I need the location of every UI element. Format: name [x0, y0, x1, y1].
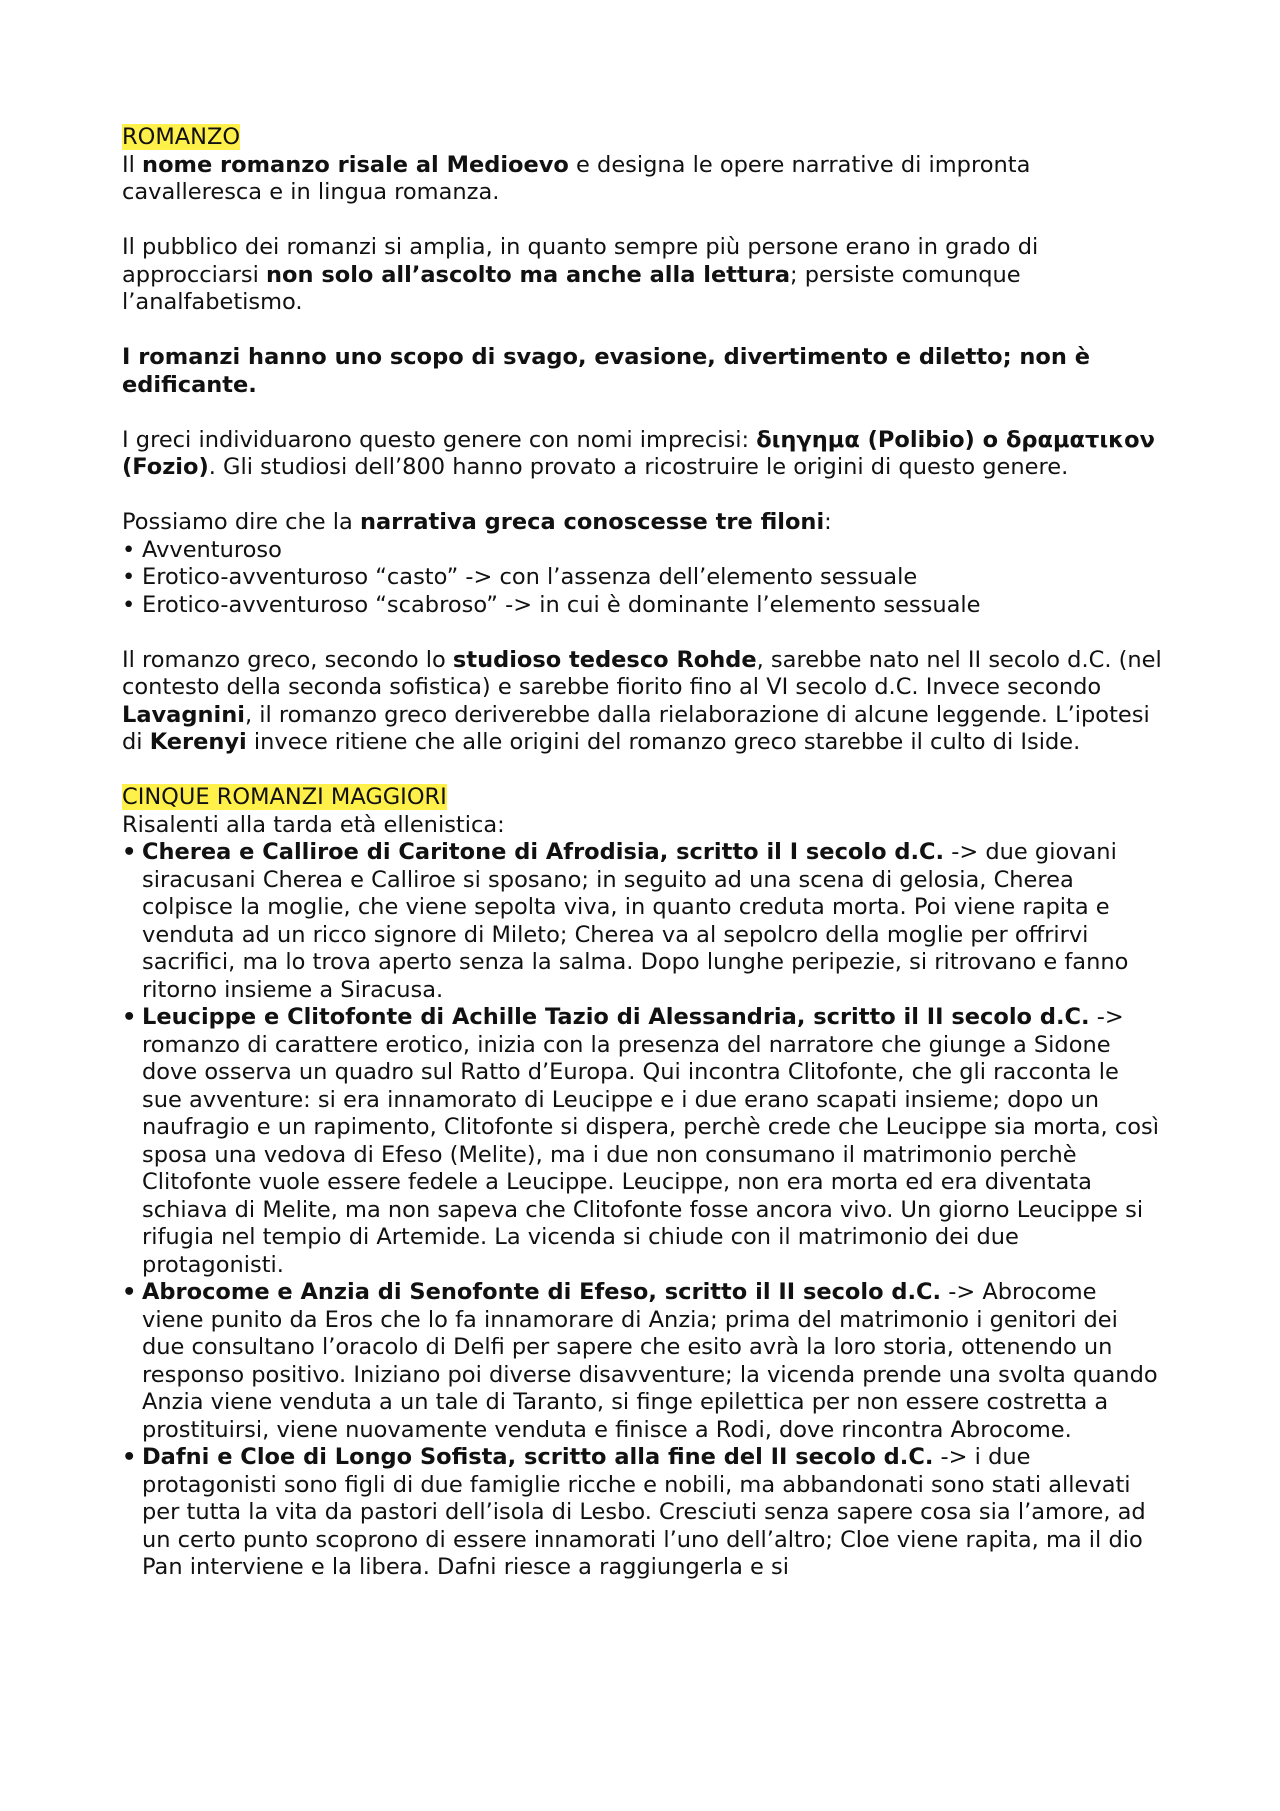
- list-item: [122, 1004, 1162, 1279]
- text-run: ; persiste comunque l’analfabetismo.: [122, 261, 1021, 315]
- bold-text: Cherea e Calliroe di Caritone di Afrodisia, scritto il I secolo d.C.: [142, 839, 945, 865]
- paragraph-audience: [122, 234, 1162, 317]
- text-run: e designa le opere narrative di impronta cavalleresca e in lingua romanza.: [122, 151, 1031, 205]
- text-run: -> i due protagonisti sono figli di due famiglie ricche e nobili, ma abbandonati sono stati allevati per tutta la vita da pastori dell’isola di Lesbo. Cresciuti senza sapere cosa sia l’amore, ad un certo punto scoprono di essere innamorati l’uno dell’altro; Cloe viene rapita, ma il dio Pan interviene e la libera. Dafni riesce a raggiungerla e si: [142, 1444, 1146, 1580]
- paragraph-purpose: [122, 344, 1162, 399]
- list-item: [122, 1444, 1162, 1582]
- text-run: -> due giovani siracusani Cherea e Calliroe si sposano; in seguito ad una scena di gelosia, Cherea colpisce la moglie, che viene sepolta viva, in quanto creduta morta. Poi viene rapita e venduta ad un ricco signore di Mileto; Cherea va al sepolcro della moglie per offrirvi sacrifici, ma lo trova aperto senza la salma. Dopo lunghe peripezie, si ritrovano e fanno ritorno insieme a Siracusa.: [142, 839, 1129, 1003]
- document-page: [122, 124, 1162, 1582]
- text-run: :: [824, 509, 832, 535]
- text-run: Il pubblico dei romanzi si amplia, in quanto sempre più persone erano in grado di approcciarsi: [122, 234, 1039, 288]
- list-item: [122, 839, 1162, 1004]
- novels-list: [122, 839, 1162, 1582]
- bold-text: Leucippe e Clitofonte di Achille Tazio di Alessandria, scritto il II secolo d.C.: [142, 1004, 1090, 1030]
- bold-text: nome romanzo risale al Medioevo: [142, 151, 569, 178]
- paragraph-three-strands: [122, 509, 1162, 537]
- paragraph-intro-novels: Risalenti alla tarda età ellenistica:: [122, 811, 505, 838]
- text-run: Possiamo dire che la: [122, 509, 360, 535]
- list-item: • Erotico-avventuroso “casto” -> con l’assenza dell’elemento sessuale: [122, 564, 1162, 592]
- paragraph-origin: [122, 152, 1162, 207]
- bold-text: narrativa greca conoscesse tre filoni: [359, 509, 825, 535]
- bold-text: διηγημα (Polibio) o δραματικον (Fozio): [122, 426, 1155, 480]
- bold-text: Lavagnini: [122, 701, 245, 728]
- list-item: • Erotico-avventuroso “scabroso” -> in cui è dominante l’elemento sessuale: [122, 592, 1162, 620]
- text-run: , il romanzo greco deriverebbe dalla rielaborazione di alcune leggende. L’ipotesi di: [122, 701, 1150, 755]
- text-run: Il: [122, 151, 143, 178]
- text-run: , sarebbe nato nel II secolo d.C. (nel contesto della seconda sofistica) e sarebbe fiorito fino al VI secolo d.C. Invece secondo: [122, 646, 1162, 700]
- text-run: I greci individuarono questo genere con nomi imprecisi:: [122, 426, 757, 453]
- list-item: • Avventuroso: [122, 537, 1162, 565]
- bold-text: Kerenyi: [149, 729, 247, 755]
- text-run: invece ritiene che alle origini del romanzo greco starebbe il culto di Iside.: [246, 729, 1081, 755]
- list-item: [122, 1279, 1162, 1444]
- bold-text: studioso tedesco Rohde: [452, 646, 757, 673]
- text-run: -> romanzo di carattere erotico, inizia con la presenza del narratore che giunge a Sidone dove osserva un quadro sul Ratto d’Europa. Qui incontra Clitofonte, che gli racconta le sue avventure: si era innamorato di Leucippe e i due erano scapati insieme; dopo un naufragio e un rapimento, Clitofonte si dispera, perchè crede che Leucippe sia morta, così sposa una vedova di Efeso (Melite), ma i due non consumano il matrimonio perchè Clitofonte vuole essere fedele a Leucippe. Leucippe, non era morta ed era diventata schiava di Melite, ma non sapeva che Clitofonte fosse ancora vivo. Un giorno Leucippe si rifugia nel tempio di Artemide. La vicenda si chiude con il matrimonio dei due protagonisti.: [142, 1004, 1159, 1278]
- bold-text: I romanzi hanno uno scopo di svago, evasione, divertimento e diletto; non è edificante.: [122, 344, 1091, 398]
- text-run: . Gli studiosi dell’800 hanno provato a ricostruire le origini di questo genere.: [208, 454, 1069, 480]
- section-heading-romanzo: ROMANZO: [122, 124, 241, 150]
- paragraph-greek-names: [122, 427, 1162, 482]
- paragraph-theories: [122, 647, 1162, 757]
- bold-text: Abrocome e Anzia di Senofonte di Efeso, scritto il II secolo d.C.: [142, 1279, 942, 1305]
- bold-text: Dafni e Cloe di Longo Sofista, scritto alla fine del II secolo d.C.: [142, 1444, 934, 1470]
- text-run: Il romanzo greco, secondo lo: [122, 646, 453, 673]
- strands-list: [122, 537, 1162, 620]
- section-heading-cinque-romanzi: CINQUE ROMANZI MAGGIORI: [122, 784, 447, 810]
- bold-text: non solo all’ascolto ma anche alla lettura: [266, 261, 791, 288]
- text-run: -> Abrocome viene punito da Eros che lo fa innamorare di Anzia; prima del matrimonio i genitori dei due consultano l’oracolo di Delfi per sapere che esito avrà la loro storia, ottenendo un responso positivo. Iniziano poi diverse disavventure; la vicenda prende una svolta quando Anzia viene venduta a un tale di Taranto, si finge epilettica per non essere costretta a prostituirsi, viene nuovamente venduta e finisce a Rodi, dove rincontra Abrocome.: [142, 1279, 1158, 1443]
